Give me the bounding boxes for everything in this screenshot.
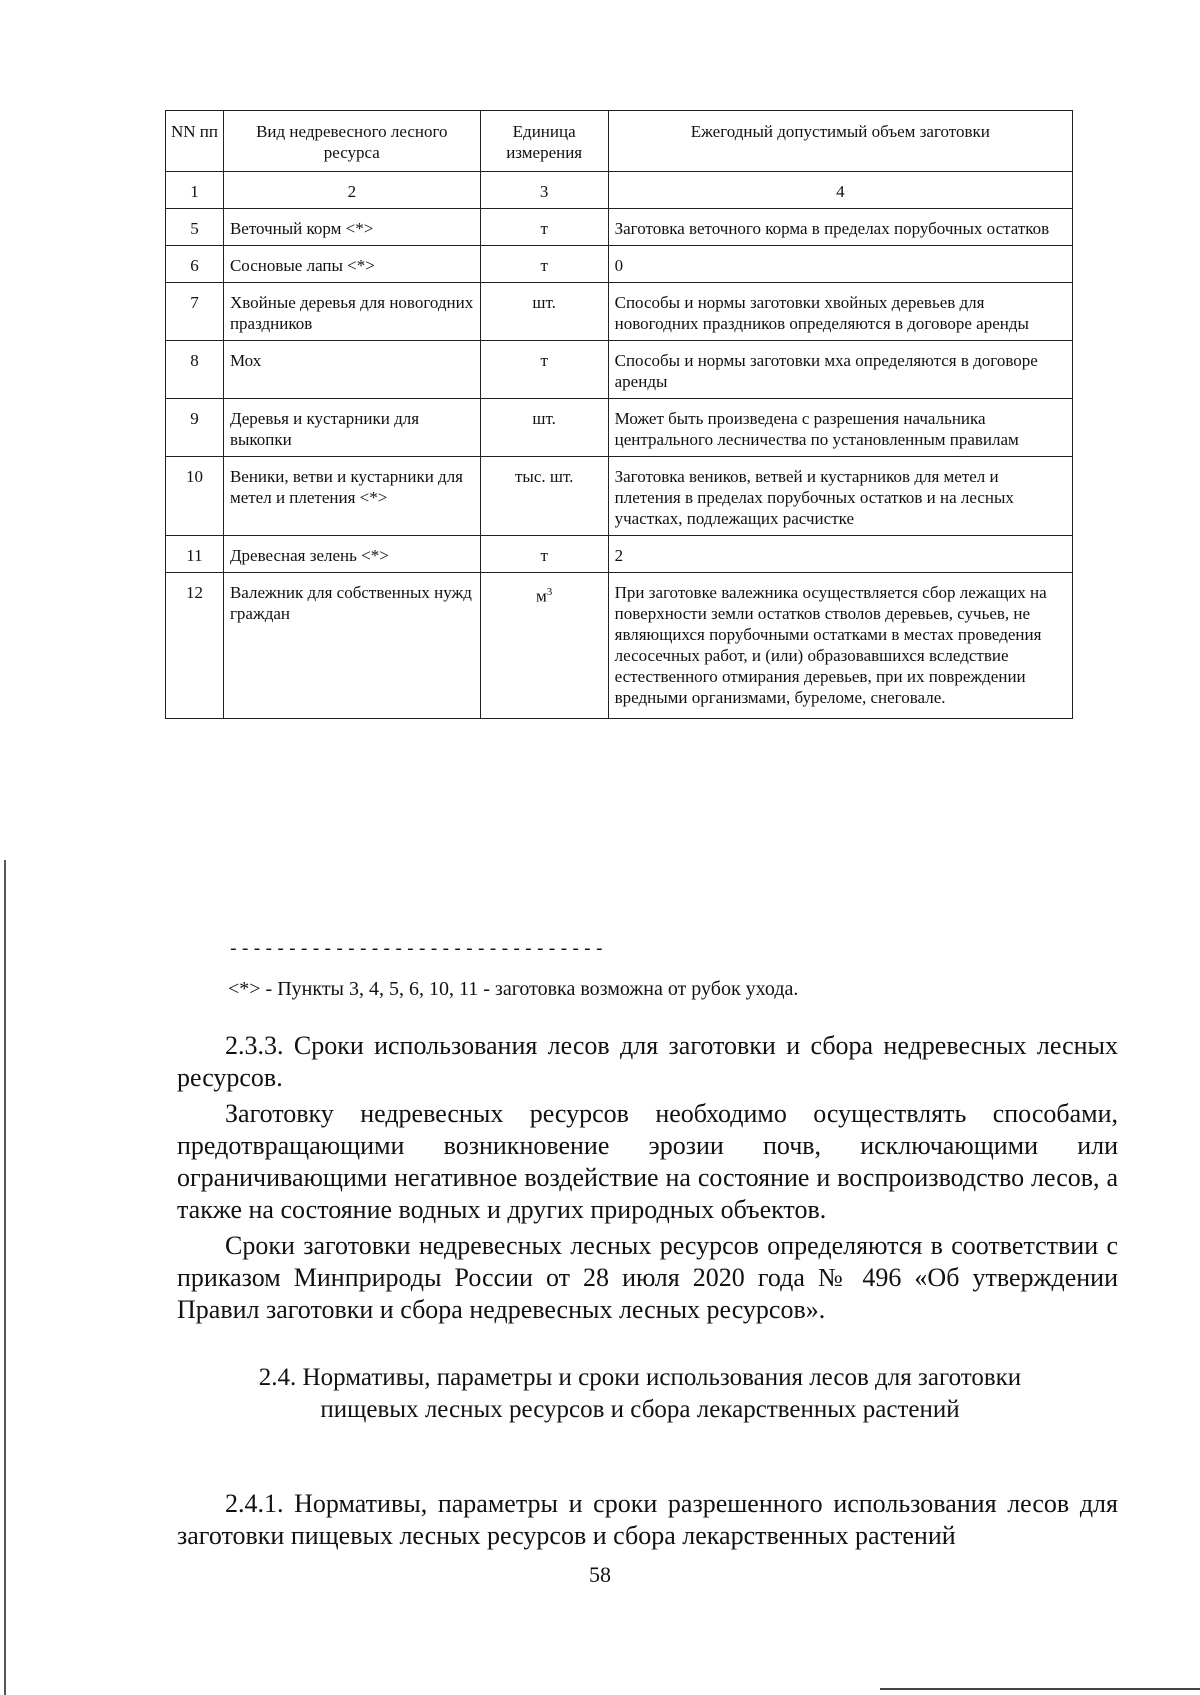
resource-volume: Способы и нормы заготовки хвойных деревьев для новогодних праздников определяются в договоре аренды	[608, 283, 1072, 341]
unit-superscript: 3	[546, 586, 553, 598]
resource-type: Хвойные деревья для новогодних праздников	[223, 283, 480, 341]
resource-unit: т	[480, 536, 608, 573]
resource-unit: шт.	[480, 283, 608, 341]
table-row	[166, 399, 1073, 457]
table-row	[166, 457, 1073, 536]
resource-unit	[480, 573, 608, 719]
resource-unit: тыс. шт.	[480, 457, 608, 536]
row-number: 5	[166, 209, 224, 246]
paragraph-harvesting-terms: Сроки заготовки недревесных лесных ресурсов определяются в соответствии с приказом Минприроды России от 28 июля 2020 года № 496 «Об утверждении Правил заготовки и сбора недревесных лесных ресурсов».	[177, 1231, 1118, 1324]
resource-type: Сосновые лапы <*>	[223, 246, 480, 283]
resource-volume: Заготовка веников, ветвей и кустарников для метел и плетения в пределах порубочных остатков и на лесных участках, подлежащих расчистке	[608, 457, 1072, 536]
table-column-numbers-row	[166, 172, 1073, 209]
resource-type: Мох	[223, 341, 480, 399]
resource-unit: т	[480, 209, 608, 246]
row-number: 11	[166, 536, 224, 573]
table-row	[166, 536, 1073, 573]
resource-volume: 2	[608, 536, 1072, 573]
footnote-text: <*> - Пункты 3, 4, 5, 6, 10, 11 - заготовка возможна от рубок ухода.	[228, 978, 799, 1000]
resource-volume: Способы и нормы заготовки мха определяются в договоре аренды	[608, 341, 1072, 399]
table-row	[166, 573, 1073, 719]
resource-volume: Заготовка веточного корма в пределах порубочных остатков	[608, 209, 1072, 246]
resource-type: Веточный корм <*>	[223, 209, 480, 246]
resource-type: Веники, ветви и кустарники для метел и плетения <*>	[223, 457, 480, 536]
resource-type: Валежник для собственных нужд граждан	[223, 573, 480, 719]
header-unit: Единица измерения	[480, 111, 608, 172]
table-row	[166, 246, 1073, 283]
header-volume: Ежегодный допустимый объем заготовки	[608, 111, 1072, 172]
table-header-row	[166, 111, 1073, 172]
resource-unit: т	[480, 341, 608, 399]
resource-unit: т	[480, 246, 608, 283]
row-number: 9	[166, 399, 224, 457]
column-number: 2	[223, 172, 480, 209]
footnote-separator: --------------------------------	[228, 940, 606, 960]
unit-base: м	[536, 586, 547, 606]
paragraph-2-3-3: 2.3.3. Сроки использования лесов для заготовки и сбора недревесных лесных ресурсов.	[177, 1031, 1118, 1092]
resource-volume: Может быть произведена с разрешения начальника центрального лесничества по установленным правилам	[608, 399, 1072, 457]
header-type: Вид недревесного лесного ресурса	[223, 111, 480, 172]
scan-bottom-line	[880, 1688, 1200, 1690]
scan-edge-line	[4, 860, 6, 1695]
row-number: 12	[166, 573, 224, 719]
resources-table	[165, 110, 1073, 719]
row-number: 10	[166, 457, 224, 536]
column-number: 3	[480, 172, 608, 209]
table-row	[166, 341, 1073, 399]
resource-volume: 0	[608, 246, 1072, 283]
row-number: 8	[166, 341, 224, 399]
page-number: 58	[589, 1562, 611, 1587]
table-row	[166, 209, 1073, 246]
resource-type: Древесная зелень <*>	[223, 536, 480, 573]
resource-volume: При заготовке валежника осуществляется сбор лежащих на поверхности земли остатков стволов деревьев, сучьев, не являющихся порубочными остатками в местах проведения лесосечных работ, и (или) образовавшихся вследствие естественного отмирания деревьев, при их повреждении вредными организмами, буреломе, снеговале.	[608, 573, 1072, 719]
row-number: 7	[166, 283, 224, 341]
section-heading-2-4: 2.4. Нормативы, параметры и сроки использования лесов для заготовки пищевых лесных ресурсов и сбора лекарственных растений	[258, 1364, 1022, 1423]
header-nn: NN пп	[166, 111, 224, 172]
paragraph-harvesting-methods: Заготовку недревесных ресурсов необходимо осуществлять способами, предотвращающими возникновение эрозии почв, исключающими или ограничивающими негативное воздействие на состояние и воспроизводство лесов, а также на состояние водных и других природных объектов.	[177, 1099, 1118, 1224]
column-number: 4	[608, 172, 1072, 209]
table-row	[166, 283, 1073, 341]
resource-type: Деревья и кустарники для выкопки	[223, 399, 480, 457]
paragraph-2-4-1: 2.4.1. Нормативы, параметры и сроки разрешенного использования лесов для заготовки пищевых лесных ресурсов и сбора лекарственных растений	[177, 1489, 1118, 1550]
column-number: 1	[166, 172, 224, 209]
row-number: 6	[166, 246, 224, 283]
resource-unit: шт.	[480, 399, 608, 457]
